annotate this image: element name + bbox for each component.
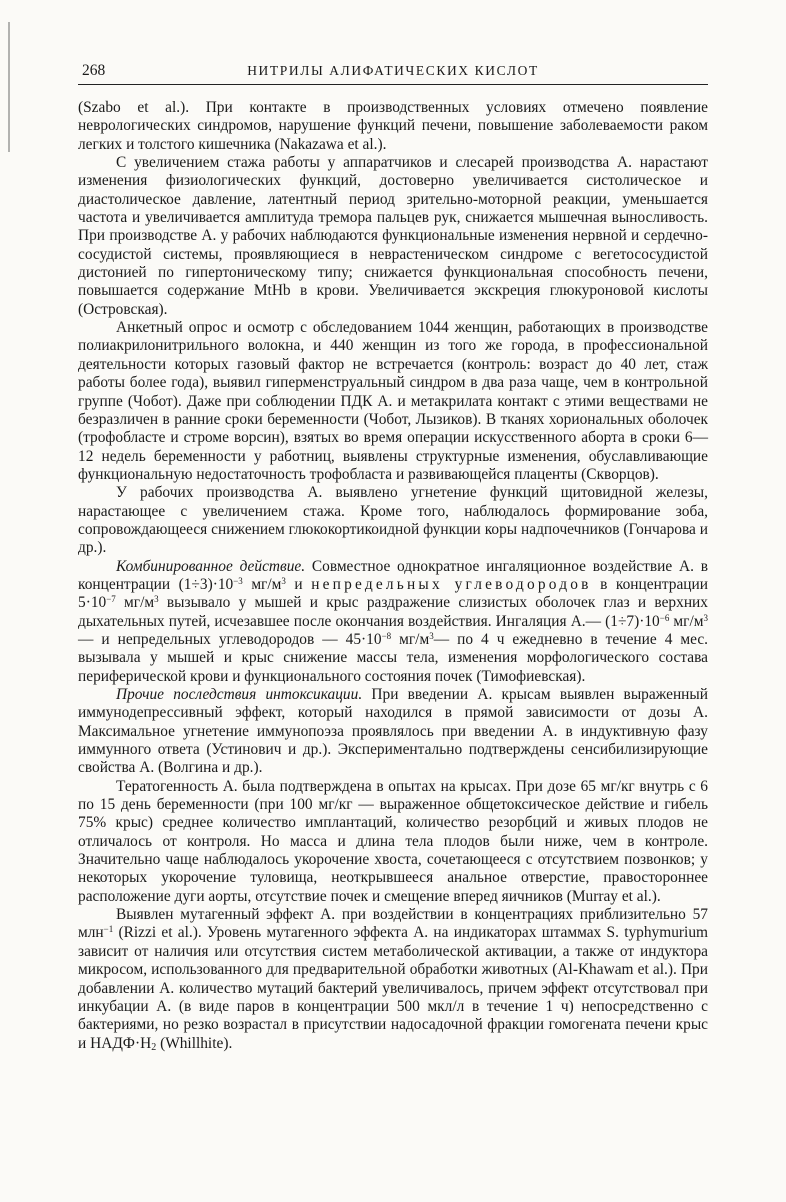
page-number: 268 xyxy=(82,62,106,79)
superscript: 3 xyxy=(429,630,434,641)
book-page xyxy=(78,62,708,1053)
superscript: 3 xyxy=(281,575,286,586)
paragraph-2: С увеличением стажа работы у аппаратчиков и слесарей производства А. нарастают изменения физиологических функций, достоверно увеличивается систолическое и диастолическое давление, латентный период зрительно-моторной реакции, уменьшается частота и увеличивается амплитуда тремора пальцев рук, снижается мышечная выносливость. При производстве А. у рабочих наблюдаются функциональные изменения нервной и сердечно-сосудистой системы, проявляющиеся в неврастеническом синдроме с вегетососудистой дистонией по гипертоническому типу; снижается функциональная способность печени, повышается содержание MtHb в крови. Увеличивается экскреция глюкуроновой кислоты (Островская). xyxy=(78,154,708,318)
text-run: мг/м xyxy=(669,612,704,630)
paragraph-6 xyxy=(78,686,708,778)
superscript: −6 xyxy=(659,612,670,623)
section-heading-combined-action: Комбинированное действие. xyxy=(116,557,306,575)
text-run: мг/м xyxy=(391,630,430,648)
superscript: −7 xyxy=(106,594,116,605)
text-run: Совместное однократное ингаляционное воздействие А. в концентрации (1÷3)·10 xyxy=(78,557,709,593)
text-run: мг/м xyxy=(115,594,155,612)
paragraph-5 xyxy=(78,558,708,686)
paragraph-1: (Szabo et al.). При контакте в производственных условиях отмечено появление неврологических синдромов, нарушение функций печени, повышение заболеваемости раком легких и толстого кишечника (Nakazawa et al.). xyxy=(78,99,708,153)
paragraph-7: Тератогенность А. была подтверждена в опытах на крысах. При дозе 65 мг/кг внутрь с 6 по 15 день беременности (при 100 мг/кг — выраженное общетоксическое действие и гибель 75% крыс) среднее количество имплантаций, количество резорбций и живых плодов не отличалось от контроля. Но масса и длина тела плодов были ниже, чем в контроле. Значительно чаще наблюдалось укорочение хвоста, сочетающееся с отсутствием позвонков; у некоторых укорочение туловища, неоткрывшееся анальное отверстие, правостороннее расположение дуги аорты, отсутствие почек и смещение вперед яичников (Murray et al.). xyxy=(78,777,708,905)
text-run: При введении А. крысам выявлен выраженный иммунодепрессивный эффект, который находился в прямой зависимости от дозы А. Максимальное угнетение иммунопоэза проявлялось при введении А. в индуктивную фазу иммунного ответа (Устинович и др.). Экспериментально подтверждены сенсибилизирующие свойства А. (Волгина и др.). xyxy=(78,686,708,777)
superscript: −3 xyxy=(233,575,243,586)
superscript: −8 xyxy=(381,630,392,641)
text-run: (Rizzi et al.). Уровень мутагенного эффекта А. на индикаторах штаммах S. typhymurium зависит от наличия или отсутствия систем метаболической активации, а также от индуктора микросом, использованного для предварительной обработки животных (Al-Khawam et al.). При добавлении А. количество мутаций бактерий увеличивалось, причем эффект отсутствовал при инкубации А. (в виде паров в концентрации 500 мкл/л в течение 1 ч) непосредственно с бактериями, но резко возрастал в присутствии надосадочной фракции гомогената печени крыс и НАДФ·Н xyxy=(78,924,708,1052)
text-run: и xyxy=(285,575,312,593)
spaced-emphasis: непредельных углеводородов xyxy=(311,575,592,593)
text-run: вызывало у мышей и крыс раздражение слизистых оболочек глаз и верхних дыхательных путей, исчезавшее после окончания воздействия. Ингаляция А.— (1÷7)·10 xyxy=(78,594,708,630)
text-run: (Whillhite). xyxy=(156,1034,233,1052)
paragraph-3: Анкетный опрос и осмотр с обследованием 1044 женщин, работающих в производстве полиакрилонитрильного волокна, и 440 женщин из того же города, в профессиональной деятельности которых газовый фактор не встречается (контроль: возраст до 40 лет, стаж работы более года), выявил гиперменструальный синдром в два раза чаще, чем в контрольной группе (Чобот). Даже при соблюдении ПДК А. и метакрилата контакт с этими веществами не безразличен в ранние сроки беременности (Чобот, Лызиков). В тканях хориональных оболочек (трофобласте и строме ворсин), взятых во время операции искусственного аборта в сроки 6—12 недель беременности у работниц, выявлены структурные изменения, обуславливающие функциональную недостаточность трофобласта и развивающейся плаценты (Скворцов). xyxy=(78,319,708,483)
paragraph-8 xyxy=(78,906,708,1053)
subscript: 2 xyxy=(151,1041,157,1053)
text-run: мг/м xyxy=(242,575,282,593)
page-edge-mark xyxy=(8,22,10,152)
running-title: НИТРИЛЫ АЛИФАТИЧЕСКИХ КИСЛОТ xyxy=(247,63,539,78)
section-heading-other-effects: Прочие последствия интоксикации. xyxy=(116,686,363,703)
text-run: в концентрации 5·10 xyxy=(78,575,708,612)
superscript: −1 xyxy=(103,924,114,935)
text-run: Выявлен мутагенный эффект А. при воздействии в концентрациях приблизительно 57 млн xyxy=(78,906,708,942)
superscript: 3 xyxy=(154,594,159,605)
superscript: 3 xyxy=(703,612,708,623)
text-run: — по 4 ч ежедневно в течение 4 мес. вызывала у мышей и крыс снижение массы тела, изменения морфологического состава периферической крови и функционального состояния почек (Тимофиевская). xyxy=(78,630,709,685)
paragraph-4: У рабочих производства А. выявлено угнетение функций щитовидной железы, нарастающее с увеличением стажа. Кроме того, наблюдалось формирование зоба, сопровождающееся снижением глюкокортикоидной функции коры надпочечников (Гончарова и др.). xyxy=(78,484,708,557)
body-text xyxy=(78,99,708,1053)
page-header xyxy=(78,62,708,85)
text-run: — и непредельных углеводородов — 45·10 xyxy=(78,630,382,648)
